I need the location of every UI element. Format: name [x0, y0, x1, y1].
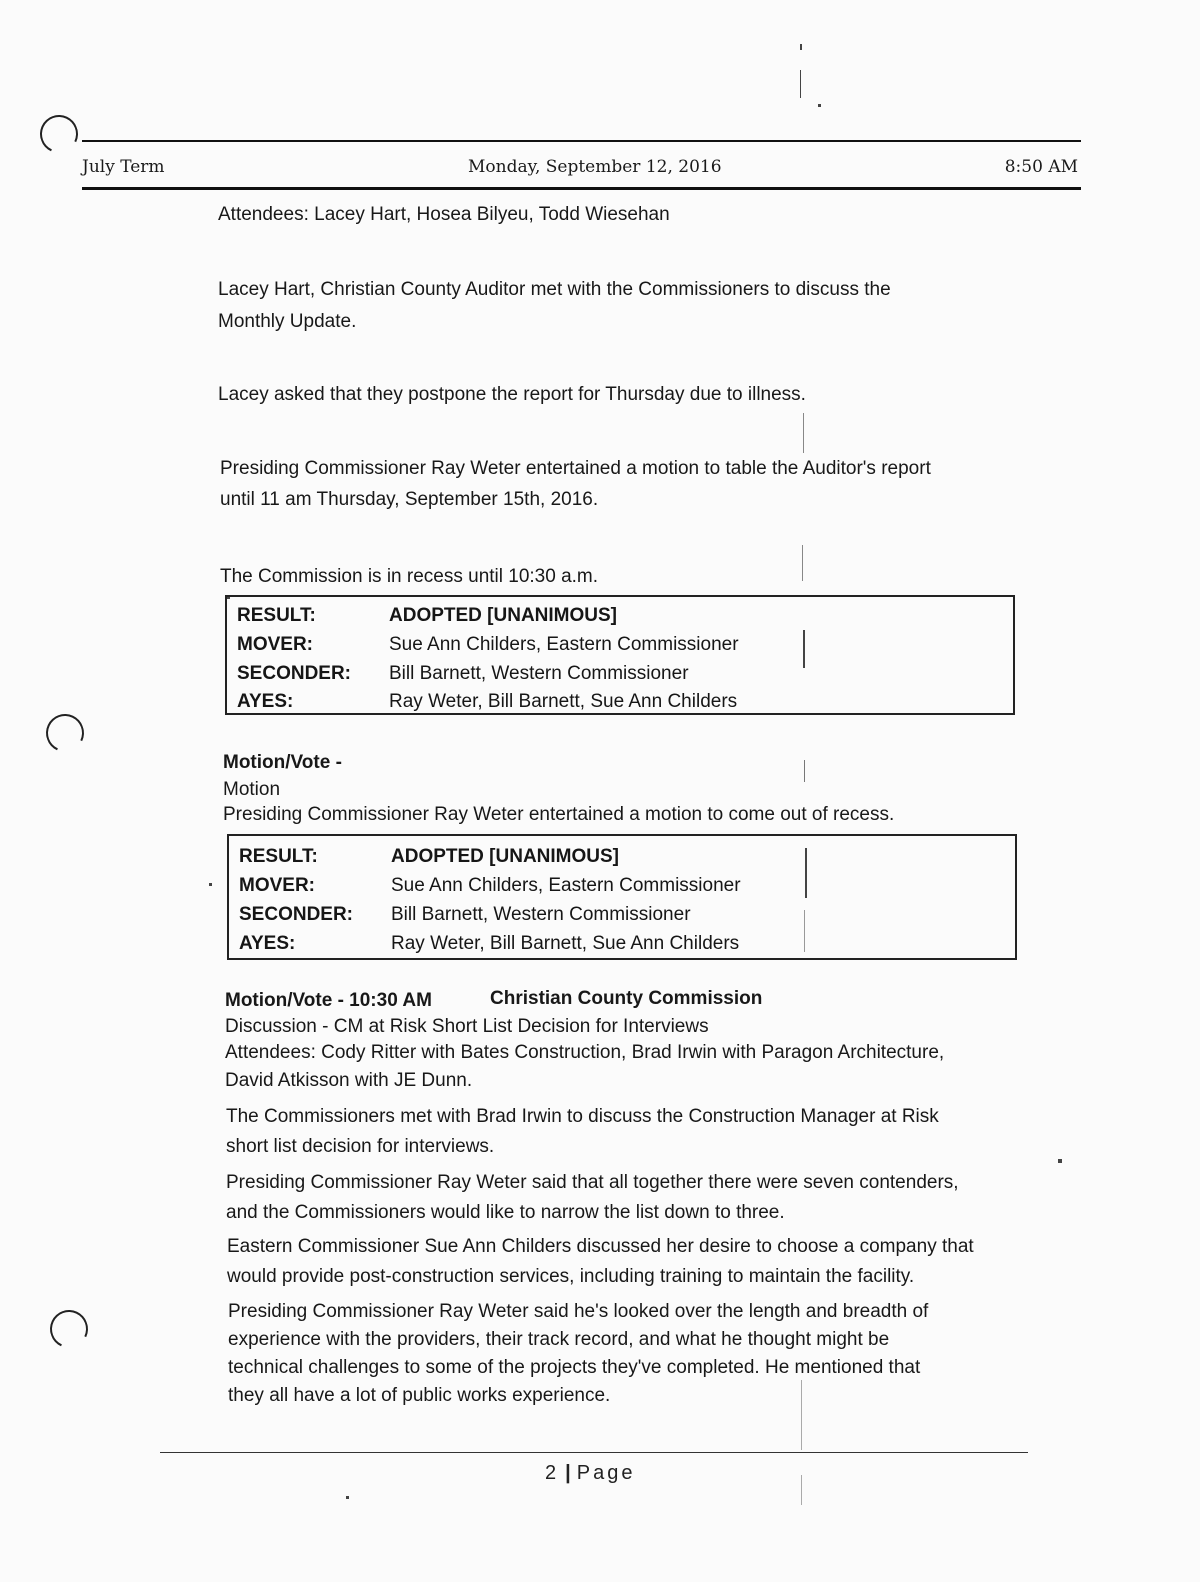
commission-heading: Christian County Commission — [490, 988, 763, 1009]
result-label: RESULT: — [239, 846, 318, 867]
page-footer — [545, 1462, 635, 1485]
result-label: RESULT: — [237, 605, 316, 626]
ayes-label: AYES: — [237, 691, 294, 712]
table-motion-line-2: until 11 am Thursday, September 15th, 2016. — [220, 489, 599, 510]
contenders-paragraph-line-2: and the Commissioners would like to narrow the list down to three. — [226, 1202, 785, 1223]
mover-value: Sue Ann Childers, Eastern Commissioner — [391, 875, 741, 896]
punch-hole-middle — [41, 709, 90, 758]
header-bottom-rule — [82, 187, 1081, 190]
come-out-of-recess-text: Presiding Commissioner Ray Weter entertained a motion to come out of recess. — [223, 804, 895, 825]
childers-paragraph-line-2: would provide post-construction services, including training to maintain the facility. — [227, 1266, 915, 1287]
scan-mark — [801, 1475, 802, 1505]
seconder-label: SECONDER: — [239, 904, 354, 925]
meeting-date: Monday, September 12, 2016 — [468, 157, 722, 177]
weter-paragraph-line-1: Presiding Commissioner Ray Weter said he's looked over the length and breadth of — [228, 1301, 929, 1322]
footer-rule — [160, 1452, 1028, 1453]
seconder-value: Bill Barnett, Western Commissioner — [389, 663, 689, 684]
scan-mark — [801, 1380, 802, 1450]
mover-label: MOVER: — [237, 634, 313, 655]
scan-mark — [346, 1496, 349, 1499]
discussion-line: Discussion - CM at Risk Short List Decision for Interviews — [225, 1016, 709, 1037]
scan-mark — [818, 104, 821, 107]
scan-mark — [802, 545, 803, 581]
seconder-value: Bill Barnett, Western Commissioner — [391, 904, 691, 925]
auditor-paragraph-line-1: Lacey Hart, Christian County Auditor met with the Commissioners to discuss the — [218, 279, 891, 300]
mover-value: Sue Ann Childers, Eastern Commissioner — [389, 634, 739, 655]
ayes-value: Ray Weter, Bill Barnett, Sue Ann Childers — [389, 691, 738, 712]
motion-subheading: Motion — [223, 779, 281, 800]
motion-vote-heading-1: Motion/Vote - — [223, 752, 342, 773]
attendees-line: Attendees: Lacey Hart, Hosea Bilyeu, Todd Wiesehan — [218, 204, 670, 225]
weter-paragraph-line-4: they all have a lot of public works experience. — [228, 1385, 611, 1406]
page-separator: | — [565, 1462, 571, 1484]
result-value: ADOPTED [UNANIMOUS] — [391, 846, 619, 867]
scan-mark — [803, 413, 804, 453]
construction-paragraph-line-1: The Commissioners met with Brad Irwin to discuss the Construction Manager at Risk — [226, 1106, 939, 1127]
vote-result-box-1 — [225, 595, 1015, 715]
weter-paragraph-line-2: experience with the providers, their track record, and what he thought might be — [228, 1329, 890, 1350]
punch-hole-bottom — [45, 1305, 94, 1354]
result-value: ADOPTED [UNANIMOUS] — [389, 605, 617, 626]
page-number: 2 — [545, 1462, 560, 1484]
auditor-paragraph-line-2: Monthly Update. — [218, 311, 357, 332]
scan-mark — [209, 883, 212, 886]
scan-mark — [800, 70, 801, 98]
recess-paragraph: The Commission is in recess until 10:30 a.m. — [220, 566, 599, 587]
term-label: July Term — [82, 157, 165, 177]
vote-result-box-2 — [227, 834, 1017, 960]
seconder-label: SECONDER: — [237, 663, 352, 684]
ayes-label: AYES: — [239, 933, 296, 954]
weter-paragraph-line-3: technical challenges to some of the projects they've completed. He mentioned that — [228, 1357, 921, 1378]
motion-vote-heading-2: Motion/Vote - 10:30 AM — [225, 990, 432, 1011]
meeting-time: 8:50 AM — [1004, 157, 1078, 177]
construction-paragraph-line-2: short list decision for interviews. — [226, 1136, 495, 1157]
contenders-paragraph-line-1: Presiding Commissioner Ray Weter said that all together there were seven contenders, — [226, 1172, 959, 1193]
ayes-value: Ray Weter, Bill Barnett, Sue Ann Childers — [391, 933, 740, 954]
attendees-line-2a: Attendees: Cody Ritter with Bates Construction, Brad Irwin with Paragon Architecture, — [225, 1042, 945, 1063]
header-top-rule — [82, 140, 1081, 142]
scan-mark — [800, 44, 802, 50]
postpone-paragraph: Lacey asked that they postpone the report for Thursday due to illness. — [218, 384, 806, 405]
table-motion-line-1: Presiding Commissioner Ray Weter entertained a motion to table the Auditor's report — [220, 458, 931, 479]
childers-paragraph-line-1: Eastern Commissioner Sue Ann Childers discussed her desire to choose a company that — [227, 1236, 974, 1257]
scan-mark — [804, 760, 805, 782]
mover-label: MOVER: — [239, 875, 315, 896]
punch-hole-top — [35, 110, 84, 159]
page-label: Page — [576, 1462, 636, 1484]
attendees-line-2b: David Atkisson with JE Dunn. — [225, 1070, 473, 1091]
scan-mark — [1058, 1159, 1062, 1163]
